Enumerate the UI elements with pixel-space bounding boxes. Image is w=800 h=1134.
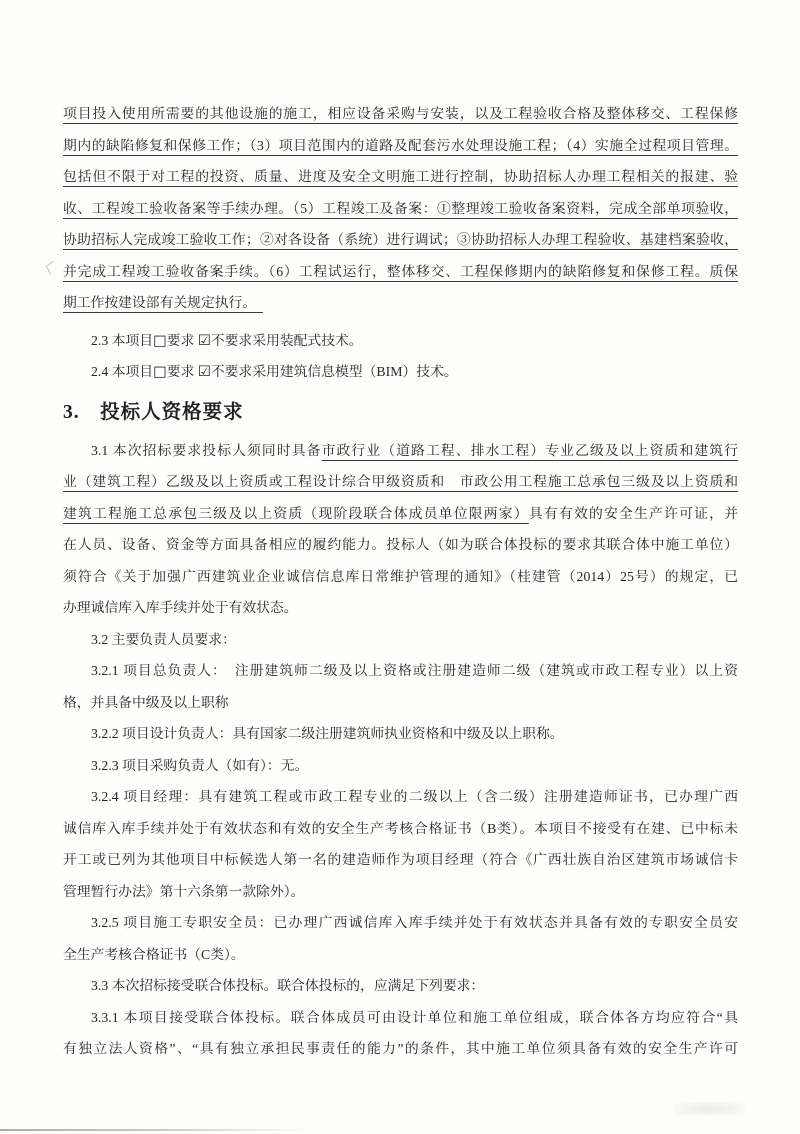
clause-3-3	[63, 970, 738, 1002]
clause-3-2-3	[63, 750, 738, 782]
text-segment: 3.2.5 项目施工专职安全员：已办理广西诚信库入库手续并处于有效状态并具备有效的专职安全员安	[91, 915, 738, 930]
text-segment: 在人员、设备、资金等方面具备相应的履约能力。投标人（如为联合体投标的要求其联合体中施工单位）	[63, 537, 738, 552]
clause-3-1-line2	[63, 466, 738, 498]
section-3-heading	[63, 391, 738, 435]
text-segment: 建筑工程施工总承包三级及以上资质（现阶段联合体成员单位限两家）	[63, 505, 529, 521]
clause-3-1-line3	[63, 498, 738, 530]
clause-3-2-4-line4	[63, 876, 738, 908]
checkbox-unchecked-icon: □	[153, 364, 167, 380]
text-segment: 2.4 本项目	[91, 364, 154, 379]
text-segment: 期工作按建设部有关规定执行。	[63, 295, 264, 310]
clause-3-2-1-line2	[63, 687, 738, 719]
text-segment: 3.2.4 项目经理：具有建筑工程或市政工程专业的二级以上（含二级）注册建造师证书，已办理广西	[91, 789, 738, 804]
para1-line7	[63, 287, 738, 319]
scan-smudge-artifact	[675, 1102, 745, 1116]
clause-3-1-line4	[63, 529, 738, 561]
text-segment: 收、工程竣工验收备案等手续办理。（5）工程竣工及备案：①整理竣工验收备案资料，完成全部单项验收，	[63, 200, 738, 216]
document-body	[63, 98, 738, 1065]
text-segment: 3.2.1 项目总负责人： 注册建筑师二级及以上资格或注册建造师二级（建筑或市政工程专业）以上资	[91, 663, 738, 678]
text-segment: 3.3 本次招标接受联合体投标。联合体投标的，应满足下列要求：	[91, 978, 485, 993]
text-segment: 要求	[166, 364, 198, 379]
clause-3-2-4-line2	[63, 813, 738, 845]
para1-line1	[63, 98, 738, 130]
text-segment: 不要求采用建筑信息模型（BIM）技术。	[210, 364, 458, 379]
text-segment: 3.2.2 项目设计负责人：具有国家二级注册建筑师执业资格和中级及以上职称。	[91, 726, 564, 741]
text-segment: 业（建筑工程）乙级及以上资质或工程设计综合甲级资质和 市政公用工程施工总承包三级及以上资质和	[63, 474, 738, 489]
text-segment: 管理暂行办法》第十六条第一款除外）。	[63, 883, 305, 899]
text-segment: 协助招标人完成竣工验收工作；②对各设备（系统）进行调试；③协助招标人办理工程验收、基建档案验收，	[63, 232, 738, 247]
text-segment: 格，并具备中级及以上职称	[63, 694, 229, 710]
checkbox-unchecked-icon: □	[153, 332, 167, 349]
clause-3-3-1-line2	[63, 1033, 738, 1065]
clause-3-2	[63, 624, 738, 656]
text-segment: 并完成工程竣工验收备案手续。（6）工程试运行，整体移交、工程保修期内的缺陷修复和保修工程。质保	[63, 263, 738, 279]
para1-line5	[63, 224, 738, 256]
stray-pen-mark: 〈	[36, 256, 55, 278]
para1-line3	[63, 161, 738, 193]
clause-3-1-line6	[63, 592, 738, 624]
text-segment: 期内的缺陷修复和保修工作；（3）项目范围内的道路及配套污水处理设施工程；（4）实施全过程项目管理。	[63, 137, 738, 153]
text-segment: 3.2.3 项目采购负责人（如有）：无。	[91, 757, 309, 773]
text-segment: 包括但不限于对工程的投资、质量、进度及安全文明施工进行控制，协助招标人办理工程相关的报建、验	[63, 169, 738, 184]
clause-3-1-line1	[63, 435, 738, 467]
text-segment: 市政行业（道路工程、排水工程）专业乙级及以上资质和建筑行	[321, 442, 738, 458]
clause-3-2-5-line1	[63, 907, 738, 939]
text-segment: 开工或已列为其他项目中标候选人第一名的建造师作为项目经理（符合《广西壮族自治区建筑市场诚信卡	[63, 852, 738, 867]
text-segment: 诚信库入库手续并处于有效状态和有效的安全生产考核合格证书（B类）。本项目不接受有在建、已中标未	[63, 820, 738, 836]
checkbox-checked-icon: ☑	[197, 364, 211, 380]
text-segment: 有独立法人资格”、“具有独立承担民事责任的能力”的条件，其中施工单位须具备有效的安全生产许可	[63, 1041, 738, 1056]
text-segment: 办理诚信库入库手续并处于有效状态。	[63, 600, 298, 615]
text-segment: 项目投入使用所需要的其他设施的施工，相应设备采购与安装，以及工程验收合格及整体移交、工程保修	[63, 106, 738, 121]
clause-3-3-1-line1	[63, 1002, 738, 1034]
para1-line6	[63, 256, 738, 288]
clause-3-2-5-line2	[63, 939, 738, 971]
clause-3-2-4-line1	[63, 781, 738, 813]
clause-3-2-2	[63, 718, 738, 750]
clause-2-3	[63, 325, 738, 357]
clause-3-1-line5	[63, 561, 738, 593]
text-segment: 3.1 本次招标要求投标人须同时具备	[91, 442, 322, 458]
text-segment: 全生产考核合格证书（C类）。	[63, 946, 245, 962]
para1-line4	[63, 193, 738, 225]
text-segment: 3. 投标人资格要求	[63, 401, 244, 423]
text-segment: 须符合《关于加强广西建筑业企业诚信信息库日常维护管理的通知》（桂建管（2014）25号）的规定，已	[63, 568, 738, 584]
para1-line2	[63, 130, 738, 162]
text-segment: 不要求采用装配式技术。	[210, 332, 363, 348]
clause-3-2-1-line1	[63, 655, 738, 687]
clause-3-2-4-line3	[63, 844, 738, 876]
text-segment: 3.3.1 本项目接受联合体投标。联合体成员可由设计单位和施工单位组成，联合体各方均应符合“具	[91, 1009, 738, 1025]
text-segment: 要求	[166, 332, 198, 348]
text-segment: 具有有效的安全生产许可证，并	[528, 505, 738, 521]
clause-2-4	[63, 356, 738, 388]
text-segment: 3.2 主要负责人员要求：	[91, 631, 236, 647]
checkbox-checked-icon: ☑	[197, 332, 211, 349]
scan-edge-artifact	[0, 1129, 310, 1131]
text-segment: 2.3 本项目	[91, 332, 154, 348]
